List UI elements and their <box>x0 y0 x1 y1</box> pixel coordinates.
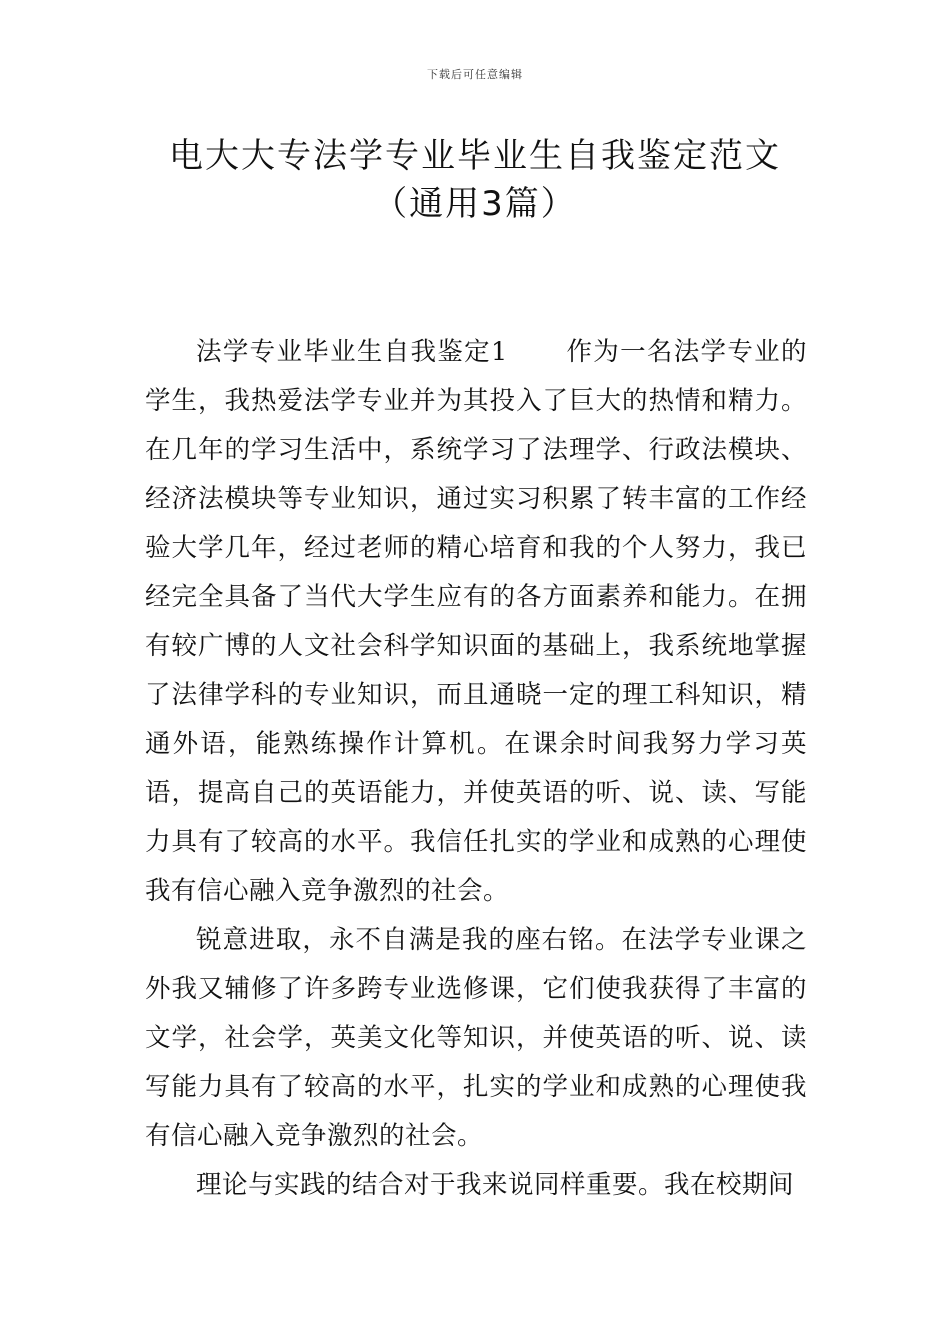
document-title: 电大大专法学专业毕业生自我鉴定范文 <box>169 136 781 176</box>
paragraph-3: 理论与实践的结合对于我来说同样重要。我在校期间 <box>196 1170 795 1200</box>
document-subtitle: （通用3篇） <box>373 184 577 224</box>
header-note: 下载后可任意编辑 <box>427 68 523 81</box>
section-heading: 法学专业毕业生自我鉴定1 <box>196 337 508 367</box>
paragraph-1 <box>145 328 807 916</box>
document-body <box>145 328 807 1210</box>
paragraph-2: 锐意进取，永不自满是我的座右铭。在法学专业课之外我又辅修了许多跨专业选修课，它们使我获得了丰富的文学，社会学，英美文化等知识，并使英语的听、说、读写能力具有了较高的水平，扎实的学业和成熟的心理使我有信心融入竞争激烈的社会。 <box>145 925 807 1151</box>
paragraph-1-text: 作为一名法学专业的学生，我热爱法学专业并为其投入了巨大的热情和精力。在几年的学习生活中，系统学习了法理学、行政法模块、经济法模块等专业知识，通过实习积累了转丰富的工作经验大学几年，经过老师的精心培育和我的个人努力，我已经完全具备了当代大学生应有的各方面素养和能力。在拥有较广博的人文社会科学知识面的基础上，我系统地掌握了法律学科的专业知识，而且通晓一定的理工科知识，精通外语，能熟练操作计算机。在课余时间我努力学习英语，提高自己的英语能力，并使英语的听、说、读、写能力具有了较高的水平。我信任扎实的学业和成熟的心理使我有信心融入竞争激烈的社会。 <box>145 337 807 906</box>
